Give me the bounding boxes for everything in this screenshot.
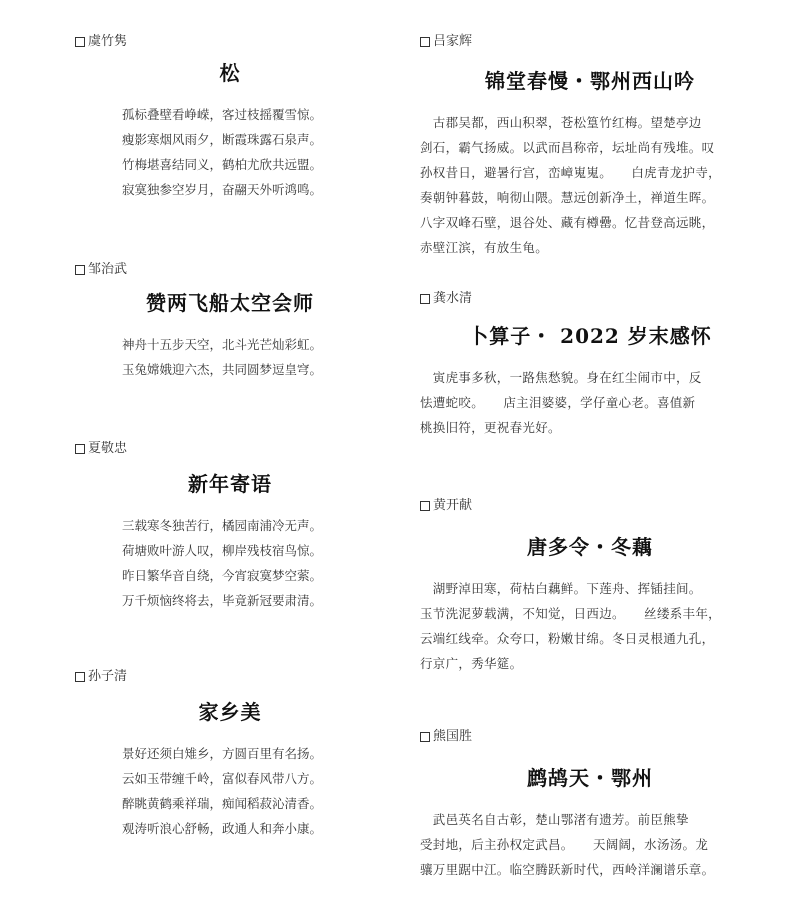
poem-line: 瘦影寒烟风雨夕，断霞珠露石泉声。: [122, 132, 323, 147]
checkbox-icon: [75, 37, 85, 47]
checkbox-icon: [75, 672, 85, 682]
poem-line: 武邑英名自古彰，楚山鄂渚有遗芳。前臣熊挚: [420, 812, 689, 827]
poem-line: 云端红线牵。众夸口，粉嫩甘绵。冬日灵根通九孔，: [420, 631, 715, 646]
checkbox-icon: [420, 732, 430, 742]
poem-line: 湖野淖田寒，荷枯白藕鲜。下莲舟、挥锸挂间。: [420, 581, 702, 596]
poem-block-7: [420, 497, 760, 676]
checkbox-icon: [420, 37, 430, 47]
poem-title: 唐多令・冬藕: [527, 535, 653, 559]
poem-block-8: [420, 728, 760, 882]
poem-line: 受封地，后主孙权定武昌。 天阔阔，水汤汤。龙: [420, 837, 709, 852]
author-name: 熊国胜: [433, 729, 473, 744]
poem-title: 家乡美: [198, 700, 262, 724]
poem-line: 孙权昔日，避暑行宫，峦嶂嵬嵬。 白虎青龙护寺，: [420, 165, 721, 180]
poem-line: 醉眺黄鹤乘祥瑞，痴闻稻菽沁清香。: [122, 796, 323, 811]
poem-line: 玉节洗泥萝载满，不知觉，日西边。 丝缕系丰年，: [420, 606, 721, 621]
poem-line: 竹梅堪喜结同义，鹤柏尤欣共远盟。: [122, 157, 323, 172]
poem-line: 行京广，秀华筵。: [420, 656, 523, 671]
poem-block-1: [75, 33, 385, 202]
author-line: [75, 440, 385, 458]
poem-block-6: [420, 290, 760, 440]
poem-line: 骧万里踞中江。临空腾跃新时代，西岭洋澜谱乐章。: [420, 862, 715, 877]
author-line: [420, 728, 760, 746]
author-name: 邹治武: [88, 262, 128, 277]
poem-line: 孤标叠壁看峥嵘，客过枝摇覆雪惊。: [122, 107, 323, 122]
poem-title: 赞两飞船太空会师: [146, 291, 314, 315]
poem-line: 观涛听浪心舒畅，政通人和奔小康。: [122, 821, 323, 836]
poem-body: [75, 741, 385, 841]
author-line: [75, 261, 385, 279]
poem-line: 剑石，霸气扬威。以武而昌称帝，坛址尚有残堆。叹: [420, 140, 715, 155]
author-name: 虞竹隽: [88, 34, 128, 49]
poem-title: 鹧鸪天・鄂州: [527, 766, 653, 790]
poem-title: 新年寄语: [188, 472, 272, 496]
poem-line: 三载寒冬独苦行，橘园南浦冷无声。: [122, 518, 323, 533]
poem-line: 桃换旧符，更祝春光好。: [420, 420, 561, 435]
author-line: [420, 290, 760, 308]
poem-body: [75, 332, 385, 382]
author-line: [75, 668, 385, 686]
poem-body: [420, 110, 760, 260]
author-name: 龚水清: [433, 291, 473, 306]
author-line: [420, 497, 760, 515]
author-name: 黄开献: [433, 498, 473, 513]
author-name: 吕家辉: [433, 34, 473, 49]
poem-line: 昨日繁华音自绕，今宵寂寞梦空萦。: [122, 568, 323, 583]
author-line: [420, 33, 760, 51]
poem-line: 荷塘败叶游人叹，柳岸残枝宿鸟惊。: [122, 543, 323, 558]
poem-line: 怯遭蛇咬。 店主泪婆婆，学仔童心老。喜值新: [420, 395, 696, 410]
poem-title: 锦堂春慢・鄂州西山吟: [485, 69, 695, 93]
poem-line: 景好还须白雉乡，方圆百里有名扬。: [122, 746, 323, 761]
checkbox-icon: [75, 444, 85, 454]
poem-line: 寂寞独参空岁月，奋翮天外听鸿鸣。: [122, 182, 323, 197]
checkbox-icon: [75, 265, 85, 275]
poem-block-3: [75, 440, 385, 613]
poem-title: 松: [219, 61, 241, 85]
author-line: [75, 33, 385, 51]
author-name: 夏敬忠: [88, 441, 128, 456]
checkbox-icon: [420, 294, 430, 304]
poem-body: [420, 807, 760, 882]
poem-line: 八字双峰石壁，退谷处、藏有樽罍。忆昔登高远眺，: [420, 215, 715, 230]
author-name: 孙子清: [88, 669, 128, 684]
checkbox-icon: [420, 501, 430, 511]
poem-line: 古郡吴都，西山积翠，苍松篁竹红梅。望楚亭边: [420, 115, 702, 130]
poem-block-5: [420, 33, 760, 260]
poem-line: 神舟十五步天空，北斗光芒灿彩虹。: [122, 337, 323, 352]
poem-body: [75, 513, 385, 613]
poem-line: 万千烦恼终将去，毕竟新冠要肃清。: [122, 593, 323, 608]
poem-line: 赤壁江滨，有放生龟。: [420, 240, 549, 255]
poem-body: [75, 102, 385, 202]
poem-line: 奏朝钟暮鼓，响彻山隈。慧远创新净土，禅道生晖。: [420, 190, 715, 205]
poem-line: 寅虎事多秋，一路焦愁貌。身在红尘闹市中，反: [420, 370, 702, 385]
poem-line: 玉兔嫦娥迎六杰，共同圆梦逗皇穹。: [122, 362, 323, 377]
poem-block-4: [75, 668, 385, 841]
poem-title: 卜算子・ 2022 岁末感怀: [468, 324, 712, 348]
poem-line: 云如玉带缠千岭，富似春风带八方。: [122, 771, 323, 786]
poem-body: [420, 365, 760, 440]
poem-body: [420, 576, 760, 676]
poem-block-2: [75, 261, 385, 382]
